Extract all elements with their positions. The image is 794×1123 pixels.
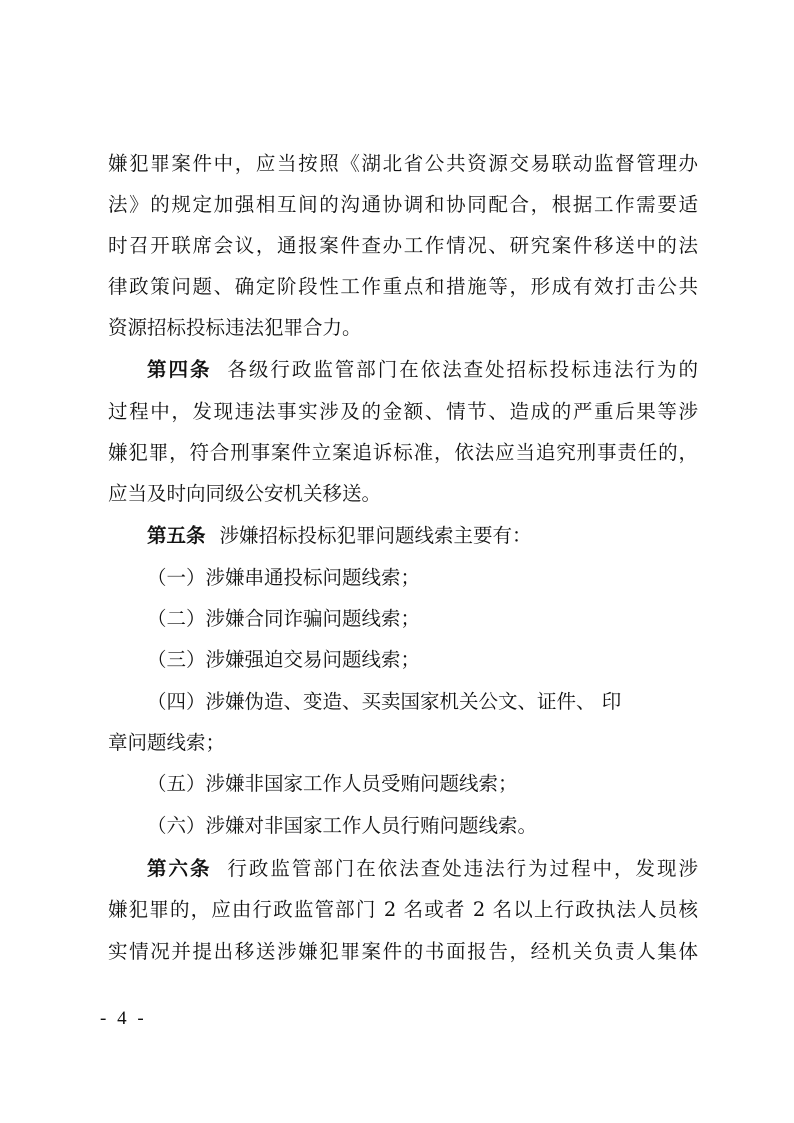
paragraph-line: 应当及时向同级公安机关移送。: [108, 482, 382, 505]
paragraph-line: 嫌犯罪，符合刑事案件立案追诉标准，依法应当追究刑事责任的，: [108, 441, 698, 464]
list-item: （二）涉嫌合同诈骗问题线索；: [147, 607, 421, 630]
list-item: （三）涉嫌强迫交易问题线索；: [147, 648, 421, 671]
paragraph-line: 嫌犯罪案件中，应当按照《湖北省公共资源交易联动监督管理办: [108, 152, 698, 175]
paragraph-line: 嫌犯罪的，应由行政监管部门 2 名或者 2 名以上行政执法人员核: [108, 898, 698, 921]
paragraph-line: 律政策问题、确定阶段性工作重点和措施等，形成有效打击公共: [108, 275, 698, 298]
article-4-text: 各级行政监管部门在依法查处招标投标违法行为的: [225, 358, 698, 381]
article-5-heading: 第五条: [147, 524, 206, 547]
list-item: （一）涉嫌串通投标问题线索；: [147, 566, 421, 589]
article-6-text: 行政监管部门在依法查处违法行为过程中，发现涉: [225, 857, 698, 880]
article-5-intro: 涉嫌招标投标犯罪问题线索主要有：: [219, 524, 532, 547]
article-6-first-line: [147, 851, 698, 887]
paragraph-line: 时召开联席会议，通报案件查办工作情况、研究案件移送中的法: [108, 234, 698, 257]
article-4-first-line: [147, 352, 698, 388]
paragraph-line: 法》的规定加强相互间的沟通协调和协同配合，根据工作需要适: [108, 193, 698, 216]
list-item-continuation: 章问题线索；: [108, 731, 226, 754]
paragraph-line: 过程中，发现违法事实涉及的金额、情节、造成的严重后果等涉: [108, 400, 698, 423]
list-item: （四）涉嫌伪造、变造、买卖国家机关公文、证件、 印: [147, 690, 622, 713]
list-item: （六）涉嫌对非国家工作人员行贿问题线索。: [147, 814, 538, 837]
article-6-heading: 第六条: [147, 857, 212, 880]
article-4-heading: 第四条: [147, 358, 212, 381]
list-item: （五）涉嫌非国家工作人员受贿问题线索；: [147, 772, 518, 795]
article-5-first-line: [147, 518, 698, 554]
paragraph-line: 实情况并提出移送涉嫌犯罪案件的书面报告，经机关负责人集体: [108, 940, 698, 963]
page-number: - 4 -: [100, 1008, 147, 1029]
paragraph-line: 资源招标投标违法犯罪合力。: [108, 316, 362, 339]
